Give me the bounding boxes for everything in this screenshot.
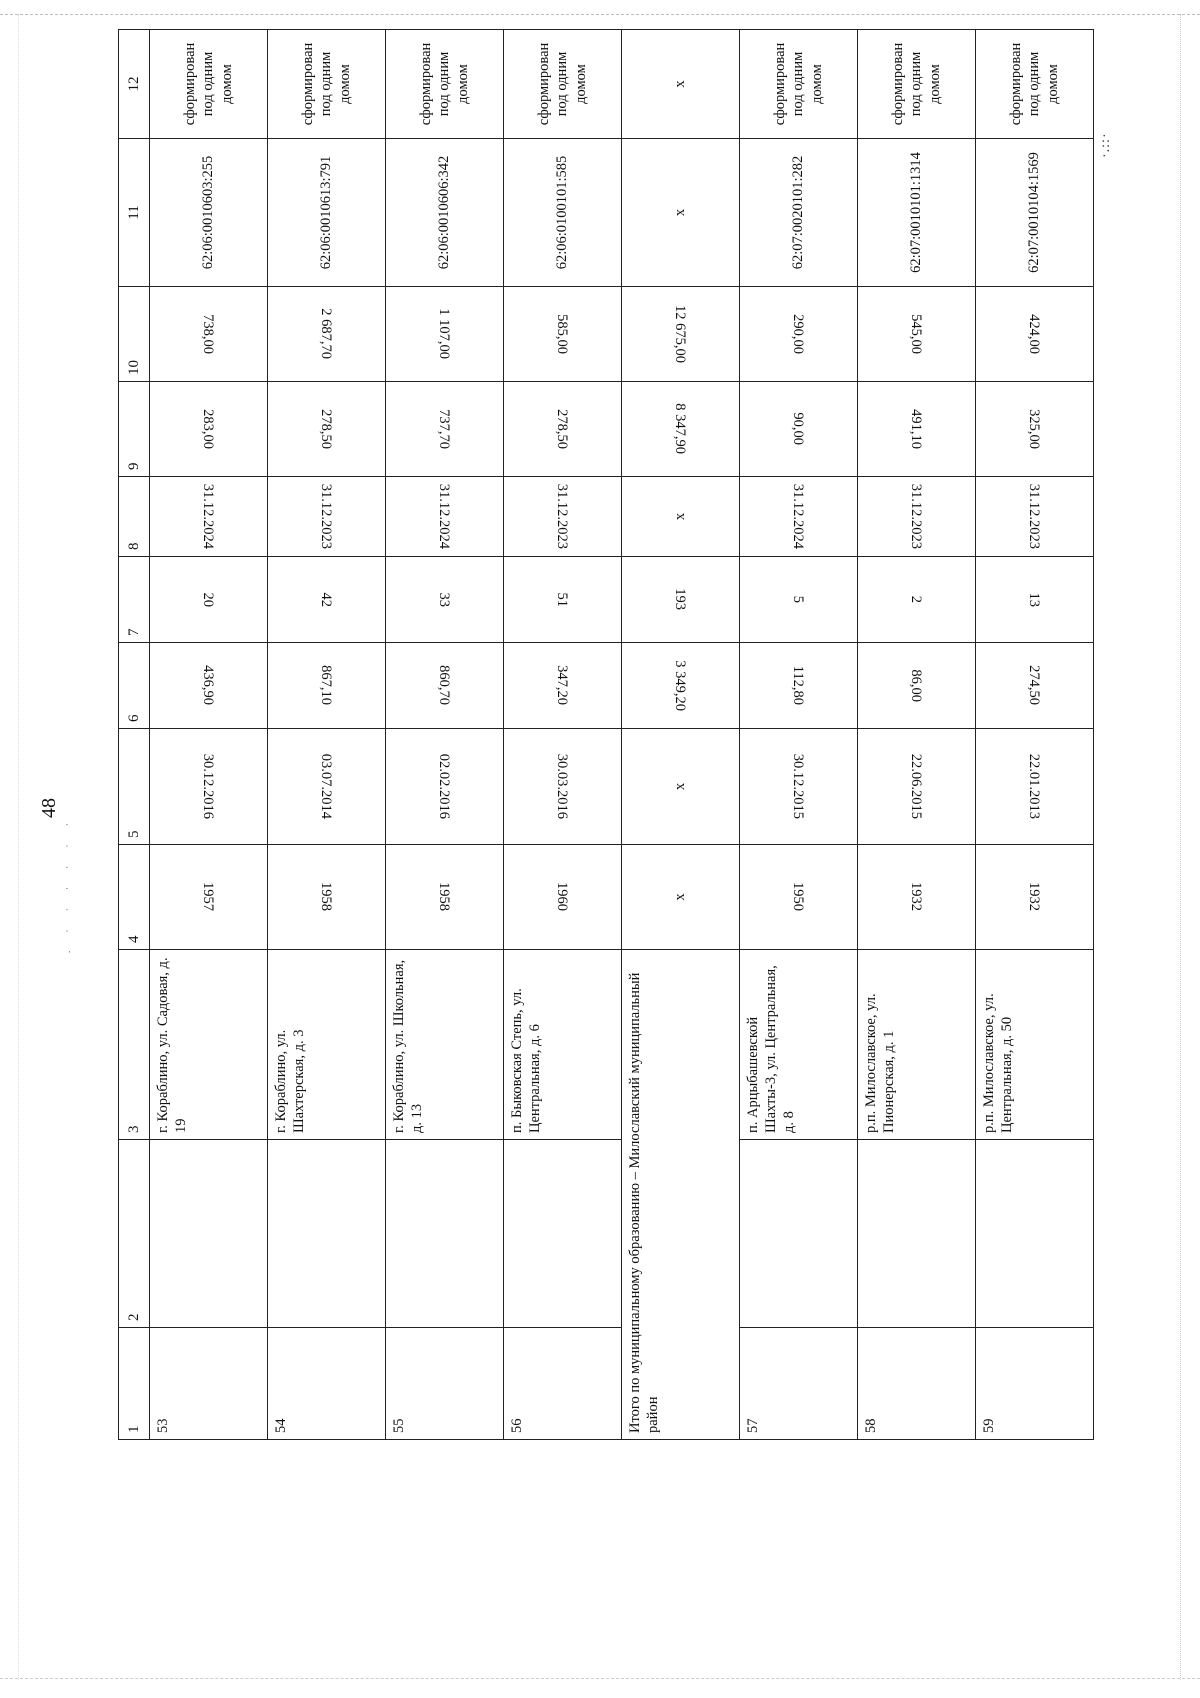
count-cell: 13	[976, 557, 1094, 643]
year-cell: 1932	[976, 845, 1094, 950]
area-cell: 112,80	[740, 643, 858, 729]
subtotal-col9: 8 347,90	[622, 382, 740, 477]
deadline-cell: 31.12.2023	[268, 477, 386, 557]
date-cell: 22.06.2015	[858, 729, 976, 845]
deadline-cell: 31.12.2023	[976, 477, 1094, 557]
housing-register-table	[118, 29, 1094, 1440]
status-cell: сформирован под одним домом	[740, 30, 858, 139]
col-number: 12	[119, 30, 150, 139]
area-cell: 867,10	[268, 643, 386, 729]
table-row	[268, 30, 386, 1440]
address-cell: г. Кораблино, ул. Садовая, д. 19	[150, 950, 268, 1140]
count-cell: 51	[504, 557, 622, 643]
area-cell: 86,00	[858, 643, 976, 729]
col9-cell: 491,10	[858, 382, 976, 477]
count-cell: 20	[150, 557, 268, 643]
status-cell: сформирован под одним домом	[150, 30, 268, 139]
deadline-cell: 31.12.2024	[740, 477, 858, 557]
subtotal-col10: 12 675,00	[622, 287, 740, 382]
col-number: 8	[119, 477, 150, 557]
col9-cell: 278,50	[504, 382, 622, 477]
col10-cell: 545,00	[858, 287, 976, 382]
year-cell: 1958	[268, 845, 386, 950]
year-cell: 1950	[740, 845, 858, 950]
address-cell: г. Кораблино, ул. Школьная, д. 13	[386, 950, 504, 1140]
subtotal-row	[622, 30, 740, 1440]
status-cell: сформирован под одним домом	[268, 30, 386, 139]
col-number: 5	[119, 729, 150, 845]
cadastral-cell: 62:07:0010101:1314	[858, 139, 976, 287]
col-number: 1	[119, 1328, 150, 1440]
deadline-cell: 31.12.2023	[504, 477, 622, 557]
date-cell: 03.07.2014	[268, 729, 386, 845]
subtotal-year: х	[622, 845, 740, 950]
area-cell: 347,20	[504, 643, 622, 729]
date-cell: 30.12.2015	[740, 729, 858, 845]
col-number: 11	[119, 139, 150, 287]
address-cell: р.п. Милославское, ул. Пионерская, д. 1	[858, 950, 976, 1140]
col-number: 6	[119, 643, 150, 729]
table-row	[976, 30, 1094, 1440]
col-number: 10	[119, 287, 150, 382]
cell-col2	[268, 1140, 386, 1328]
cell-col2	[386, 1140, 504, 1328]
count-cell: 33	[386, 557, 504, 643]
col10-cell: 1 107,00	[386, 287, 504, 382]
deadline-cell: 31.12.2024	[150, 477, 268, 557]
ink-mark: ·.::·	[1098, 132, 1113, 158]
area-cell: 274,50	[976, 643, 1094, 729]
row-number: 57	[740, 1328, 858, 1440]
row-number: 53	[150, 1328, 268, 1440]
address-cell: г. Кораблино, ул. Шахтерская, д. 3	[268, 950, 386, 1140]
col10-cell: 738,00	[150, 287, 268, 382]
year-cell: 1957	[150, 845, 268, 950]
cadastral-cell: 62:07:0010104:1569	[976, 139, 1094, 287]
cadastral-cell: 62:06:0010603:255	[150, 139, 268, 287]
date-cell: 30.03.2016	[504, 729, 622, 845]
col9-cell: 283,00	[150, 382, 268, 477]
status-cell: сформирован под одним домом	[976, 30, 1094, 139]
table-row	[150, 30, 268, 1440]
row-number: 58	[858, 1328, 976, 1440]
row-number: 59	[976, 1328, 1094, 1440]
date-cell: 22.01.2013	[976, 729, 1094, 845]
col-number: 4	[119, 845, 150, 950]
col-number: 9	[119, 382, 150, 477]
cadastral-cell: 62:07:0020101:282	[740, 139, 858, 287]
status-cell: сформирован под одним домом	[858, 30, 976, 139]
area-cell: 860,70	[386, 643, 504, 729]
count-cell: 5	[740, 557, 858, 643]
cadastral-cell: 62:06:0100101:585	[504, 139, 622, 287]
col9-cell: 278,50	[268, 382, 386, 477]
cell-col2	[858, 1140, 976, 1328]
col10-cell: 2 687,70	[268, 287, 386, 382]
row-number: 55	[386, 1328, 504, 1440]
col10-cell: 424,00	[976, 287, 1094, 382]
table-row	[386, 30, 504, 1440]
date-cell: 30.12.2016	[150, 729, 268, 845]
deadline-cell: 31.12.2024	[386, 477, 504, 557]
address-cell: р.п. Милославское, ул. Центральная, д. 50	[976, 950, 1094, 1140]
subtotal-deadline: х	[622, 477, 740, 557]
cell-col2	[740, 1140, 858, 1328]
row-number: 56	[504, 1328, 622, 1440]
table-row	[858, 30, 976, 1440]
page-number: 48	[38, 798, 60, 818]
row-number: 54	[268, 1328, 386, 1440]
subtotal-count: 193	[622, 557, 740, 643]
cell-col2	[504, 1140, 622, 1328]
address-cell: п. Арцыбашевской Шахты-3, ул. Центральная, д. 8	[740, 950, 858, 1140]
cadastral-cell: 62:06:0010606:342	[386, 139, 504, 287]
address-cell: п. Быковская Степь, ул. Центральная, д. 6	[504, 950, 622, 1140]
subtotal-cadastral: х	[622, 139, 740, 287]
column-number-row	[119, 30, 150, 1440]
date-cell: 02.02.2016	[386, 729, 504, 845]
area-cell: 436,90	[150, 643, 268, 729]
subtotal-status: х	[622, 30, 740, 139]
col10-cell: 290,00	[740, 287, 858, 382]
deadline-cell: 31.12.2023	[858, 477, 976, 557]
table-row	[504, 30, 622, 1440]
cadastral-cell: 62:06:0010613:791	[268, 139, 386, 287]
year-cell: 1932	[858, 845, 976, 950]
scan-specks: . · · · · · ·	[62, 815, 72, 953]
col10-cell: 585,00	[504, 287, 622, 382]
subtotal-label: Итого по муниципальному образованию – Милославский муниципальный район	[622, 950, 740, 1440]
cell-col2	[976, 1140, 1094, 1328]
subtotal-date: х	[622, 729, 740, 845]
status-cell: сформирован под одним домом	[386, 30, 504, 139]
status-cell: сформирован под одним домом	[504, 30, 622, 139]
count-cell: 2	[858, 557, 976, 643]
cell-col2	[150, 1140, 268, 1328]
col-number: 2	[119, 1140, 150, 1328]
subtotal-area: 3 349,20	[622, 643, 740, 729]
col9-cell: 325,00	[976, 382, 1094, 477]
col9-cell: 90,00	[740, 382, 858, 477]
col9-cell: 737,70	[386, 382, 504, 477]
count-cell: 42	[268, 557, 386, 643]
col-number: 3	[119, 950, 150, 1140]
table-row	[740, 30, 858, 1440]
year-cell: 1960	[504, 845, 622, 950]
year-cell: 1958	[386, 845, 504, 950]
col-number: 7	[119, 557, 150, 643]
